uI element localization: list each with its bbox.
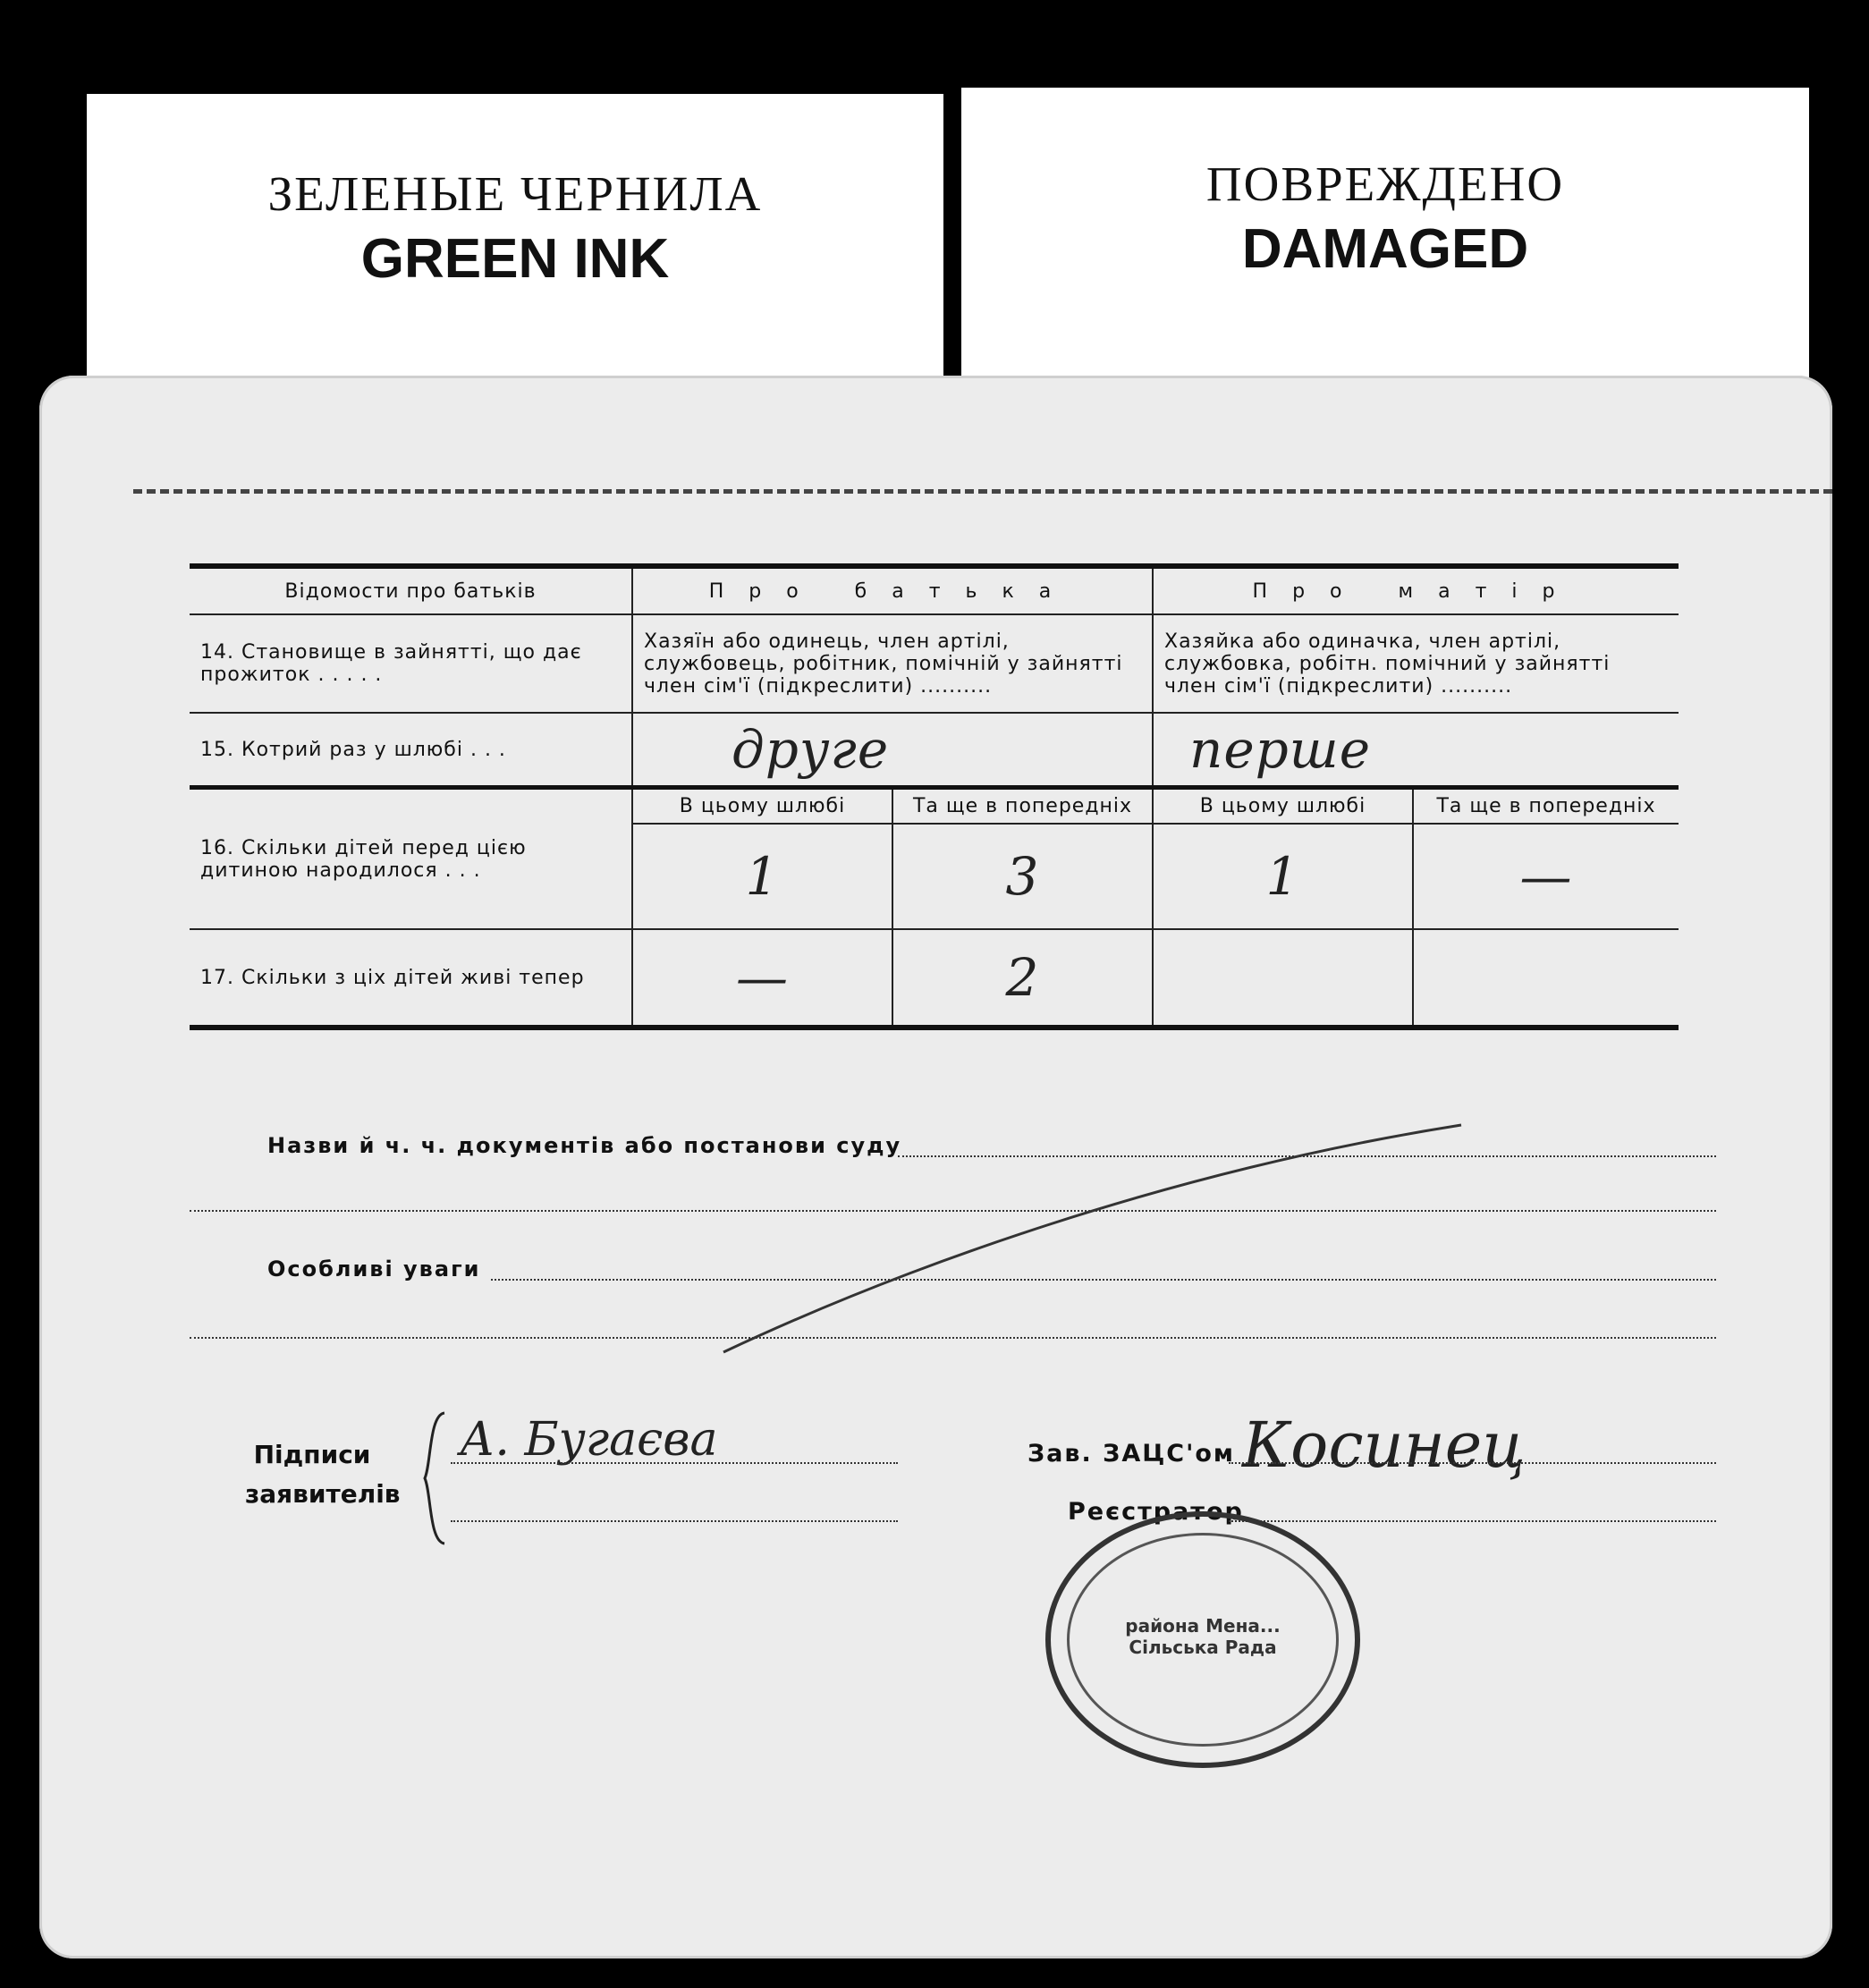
registrar-line bbox=[1229, 1520, 1716, 1522]
row17-question: 17. Скільки з ціх дітей живі тепер bbox=[190, 929, 632, 1028]
green-ink-english-label: GREEN INK bbox=[360, 228, 670, 290]
row17-m-current bbox=[1153, 929, 1413, 1028]
row14-mother: Хазяйка або одиначка, член артілі, службовка, робітн. помічний у зайнятті член сім'ї (підкреслити) .......... bbox=[1153, 614, 1679, 713]
row16-m-current: 1 bbox=[1153, 824, 1413, 929]
subheader-row bbox=[190, 788, 1679, 825]
official-stamp bbox=[1045, 1511, 1360, 1768]
strike-stroke bbox=[719, 1118, 1470, 1359]
perforation-line bbox=[133, 489, 1832, 494]
damaged-russian-label: ПОВРЕЖДЕНО bbox=[1205, 157, 1565, 211]
row17-f-current: — bbox=[632, 929, 892, 1028]
head-label: Зав. ЗАЦС'ом bbox=[1028, 1440, 1235, 1468]
row17-m-previous bbox=[1413, 929, 1679, 1028]
damaged-english-label: DAMAGED bbox=[1241, 218, 1529, 280]
green-ink-label-card bbox=[87, 94, 943, 378]
applicant-line-2 bbox=[451, 1520, 898, 1522]
table-row bbox=[190, 929, 1679, 1028]
row16-f-current: 1 bbox=[632, 824, 892, 929]
bracket-icon bbox=[422, 1411, 449, 1545]
sub-f-previous: Та ще в попередніх bbox=[892, 788, 1153, 825]
header-mother: Про матір bbox=[1153, 566, 1679, 614]
row15-question: 15. Котрий раз у шлюбі . . . bbox=[190, 713, 632, 788]
documents-label: Назви й ч. ч. документів або постанови суду bbox=[267, 1133, 902, 1158]
table-row bbox=[190, 614, 1679, 713]
sub-m-current: В цьому шлюбі bbox=[1153, 788, 1413, 825]
document-sheet bbox=[39, 376, 1832, 1958]
row17-f-previous: 2 bbox=[892, 929, 1153, 1028]
damaged-label-card bbox=[961, 88, 1809, 383]
row16-f-previous: 3 bbox=[892, 824, 1153, 929]
header-father: Про батька bbox=[632, 566, 1153, 614]
row14-question: 14. Становище в зайнятті, що дає прожиток . . . . . bbox=[190, 614, 632, 713]
sub-m-previous: Та ще в попередніх bbox=[1413, 788, 1679, 825]
row16-m-previous: — bbox=[1413, 824, 1679, 929]
stamp-text: района Мена... Сільська Рада bbox=[1125, 1615, 1281, 1658]
green-ink-russian-label: ЗЕЛЕНЫЕ ЧЕРНИЛА bbox=[267, 166, 763, 221]
row14-father: Хазяїн або одинець, член артілі, службовець, робітник, помічній у зайнятті член сім'ї (підкреслити) .......... bbox=[632, 614, 1153, 713]
applicant-signature: А. Бугаєва bbox=[460, 1413, 718, 1467]
table-row bbox=[190, 713, 1679, 788]
sub-f-current: В цьому шлюбі bbox=[632, 788, 892, 825]
remarks-label: Особливі уваги bbox=[267, 1256, 481, 1282]
applicants-label: Підписи заявителів bbox=[245, 1440, 401, 1509]
registrar-label: Реєстратор bbox=[1068, 1498, 1244, 1526]
head-signature: Косинец bbox=[1242, 1409, 1526, 1482]
applicant-line-1 bbox=[451, 1462, 898, 1464]
row16-question: 16. Скільки дітей перед цією дитиною народилося . . . bbox=[190, 788, 632, 930]
table-header-row bbox=[190, 566, 1679, 614]
header-info: Відомости про батьків bbox=[190, 566, 632, 614]
row15-mother-value: перше bbox=[1153, 713, 1679, 788]
row15-father-value: друге bbox=[632, 713, 1153, 788]
head-line bbox=[1229, 1462, 1716, 1464]
parents-info-table bbox=[190, 563, 1679, 1030]
